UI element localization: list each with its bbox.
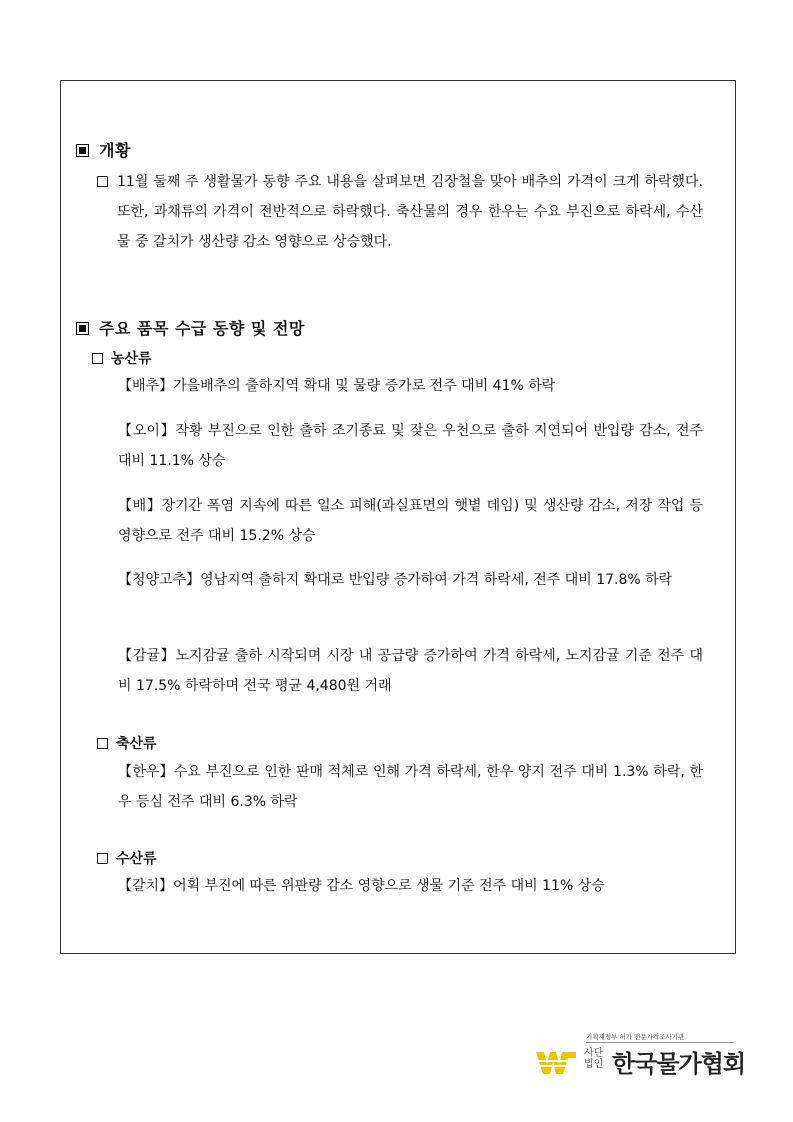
square-bullet-icon	[97, 738, 108, 749]
overview-heading	[76, 138, 131, 161]
square-bullet-icon	[97, 176, 108, 187]
item-tag: 【한우】	[118, 764, 174, 780]
filled-square-icon	[76, 144, 89, 157]
item-text: 수요 부진으로 인한 판매 적체로 인해 가격 하락세, 한우 양지 전주 대비 1.3% 하락, 한우 등심 전주 대비 6.3% 하락	[118, 764, 703, 810]
overview-heading-text: 개황	[99, 141, 131, 160]
kpa-logo-mark-icon	[536, 1050, 576, 1076]
item-text: 장기간 폭염 지속에 따른 일소 피해(과실표면의 햇볕 데임) 및 생산량 감소, 저장 작업 등 영향으로 전주 대비 15.2% 상승	[118, 498, 703, 544]
org-subtitle: 기획재정부 허가 전문가격조사기관	[586, 1033, 685, 1041]
item-text: 작황 부진으로 인한 출하 조기종료 및 잦은 우천으로 출하 지연되어 반입량 감소, 전주 대비 11.1% 상승	[118, 423, 703, 469]
fishery-label: 수산류	[116, 851, 157, 867]
corp-type	[584, 1048, 603, 1070]
square-bullet-icon	[97, 853, 108, 864]
livestock-subheading	[97, 733, 157, 753]
fishery-subheading	[97, 848, 157, 868]
organization-logo	[536, 1030, 746, 1090]
overview-paragraph	[97, 167, 703, 257]
item-pepper	[118, 565, 703, 595]
item-tag: 【배】	[118, 498, 162, 514]
logo-divider	[586, 1042, 734, 1043]
square-bullet-icon	[92, 353, 103, 364]
item-text: 영남지역 출하지 확대로 반입량 증가하여 가격 하락세, 전주 대비 17.8% 하락	[200, 572, 673, 588]
item-tag: 【감귤】	[118, 648, 176, 664]
item-tag: 【오이】	[118, 423, 176, 439]
item-text: 가을배추의 출하지역 확대 및 물량 증가로 전주 대비 41% 하락	[173, 378, 556, 394]
item-hairtail	[118, 871, 703, 901]
agri-label: 농산류	[111, 351, 152, 367]
item-cabbage	[118, 371, 703, 401]
item-text: 어획 부진에 따른 위판량 감소 영향으로 생물 기준 전주 대비 11% 상승	[173, 878, 605, 894]
item-tangerine	[118, 641, 703, 701]
corp-type-line1: 사단	[584, 1048, 604, 1059]
corp-type-line2: 법인	[584, 1059, 604, 1070]
trends-heading	[76, 316, 305, 339]
org-name: 한국물가협회	[612, 1050, 746, 1078]
agri-subheading	[92, 348, 152, 368]
item-tag: 【갈치】	[118, 878, 174, 894]
item-tag: 【청양고추】	[118, 572, 201, 588]
item-text: 노지감귤 출하 시작되며 시장 내 공급량 증가하여 가격 하락세, 노지감귤 기준 전주 대비 17.5% 하락하며 전국 평균 4,480원 거래	[118, 648, 703, 694]
item-cucumber	[118, 416, 703, 476]
overview-text: 11월 둘째 주 생활물가 동향 주요 내용을 살펴보면 김장철을 맞아 배추의 가격이 크게 하락했다. 또한, 과채류의 가격이 전반적으로 하락했다. 축산물의 경우 한우는 수요 부진으로 하락세, 수산물 중 갈치가 생산량 감소 영향으로 상승했다.	[117, 174, 703, 250]
item-pear	[118, 491, 703, 551]
item-tag: 【배추】	[118, 378, 174, 394]
livestock-label: 축산류	[116, 736, 157, 752]
trends-heading-text: 주요 품목 수급 동향 및 전망	[99, 319, 305, 338]
item-hanwoo	[118, 757, 703, 817]
filled-square-icon	[76, 322, 89, 335]
